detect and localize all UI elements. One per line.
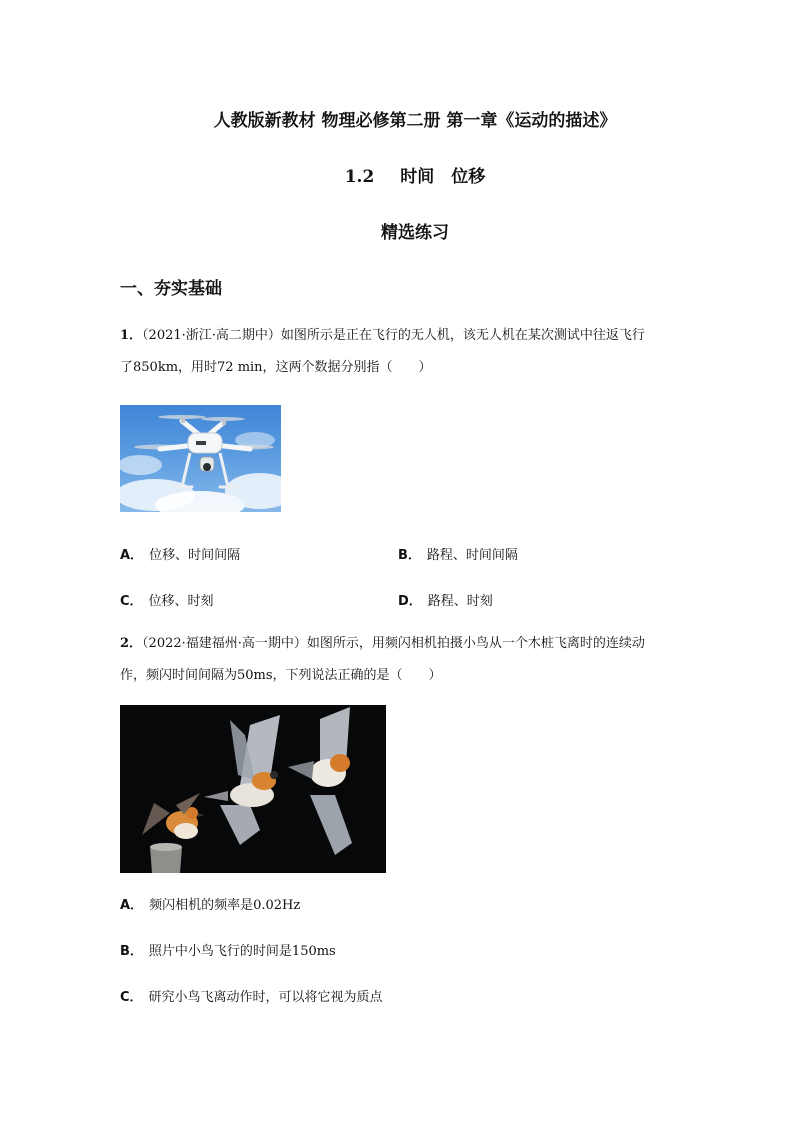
option-label: C． xyxy=(120,990,143,1005)
exercise-heading: 精选练习 xyxy=(381,223,449,243)
birds-illustration xyxy=(120,705,386,873)
option-label: A． xyxy=(120,898,144,913)
question-1 xyxy=(120,320,680,384)
option-label: B． xyxy=(398,548,421,563)
drone-illustration xyxy=(120,405,281,512)
option-1b[interactable] xyxy=(398,544,518,563)
question-2-line-2: 作，频闪时间间隔为50ms，下列说法正确的是（ ） xyxy=(120,668,442,683)
question-source: （2021·浙江·高二期中） xyxy=(142,328,281,343)
drone-image xyxy=(120,405,281,512)
question-source: （2022·福建福州·高一期中） xyxy=(142,636,307,651)
option-1c[interactable] xyxy=(120,590,214,609)
option-text: 研究小鸟飞离动作时，可以将它视为质点 xyxy=(148,990,383,1005)
question-2 xyxy=(120,628,680,692)
option-label: C． xyxy=(120,594,143,609)
section-title: 一、夯实基础 xyxy=(120,279,222,299)
option-label: A． xyxy=(120,548,144,563)
lesson-number: 1.2 xyxy=(344,167,375,187)
option-2b[interactable] xyxy=(120,940,336,959)
option-1a[interactable] xyxy=(120,544,240,563)
page-title: 人教版新教材 物理必修第二册 第一章《运动的描述》 xyxy=(213,111,617,131)
option-2a[interactable] xyxy=(120,894,300,913)
option-text: 位移、时间间隔 xyxy=(149,548,241,563)
option-text: 照片中小鸟飞行的时间是150ms xyxy=(148,944,336,959)
question-text: 如图所示，用频闪相机拍摄小鸟从一个木桩飞离时的连续动 xyxy=(306,636,645,651)
option-2c[interactable] xyxy=(120,986,383,1005)
birds-image xyxy=(120,705,386,873)
question-number: 1． xyxy=(120,328,143,343)
question-1-line-1 xyxy=(120,320,680,352)
question-text: 如图所示是正在飞行的无人机，该无人机在某次测试中往返飞行 xyxy=(280,328,645,343)
option-text: 路程、时刻 xyxy=(427,594,493,609)
lesson-heading xyxy=(0,162,794,187)
option-label: B． xyxy=(120,944,143,959)
lesson-title: 时间 位移 xyxy=(400,167,486,187)
option-text: 位移、时刻 xyxy=(148,594,214,609)
option-text: 路程、时间间隔 xyxy=(426,548,518,563)
question-1-line-2: 了850km，用时72 min，这两个数据分别指（ ） xyxy=(120,360,432,375)
question-2-line-1 xyxy=(120,628,680,660)
option-label: D． xyxy=(398,594,422,609)
question-number: 2． xyxy=(120,636,143,651)
option-text: 频闪相机的频率是0.02Hz xyxy=(149,898,301,913)
option-1d[interactable] xyxy=(398,590,493,609)
